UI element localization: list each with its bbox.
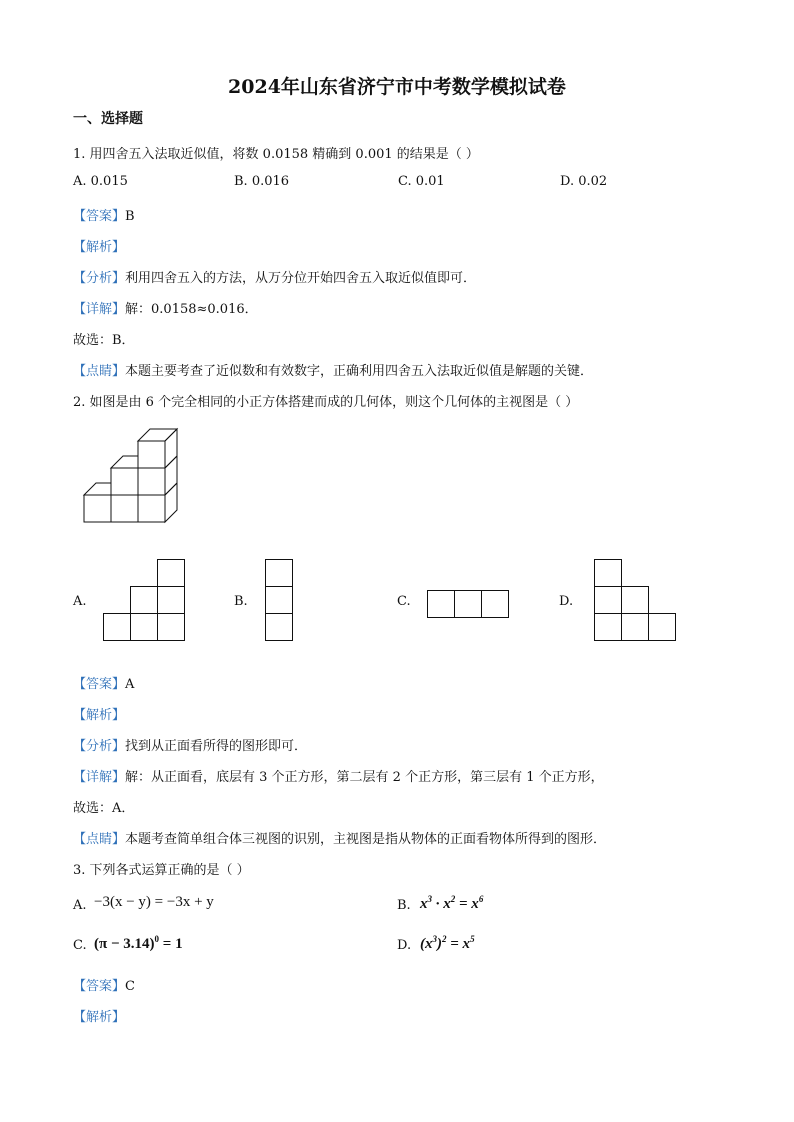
q3-answer: C	[125, 979, 135, 994]
q2-answer-line	[73, 673, 134, 692]
q3-option-c: $(\pi - 3.14)^0 = 1$	[94, 934, 183, 952]
q2-dianjing: 本题考查简单组合体三视图的识别，主视图是指从物体的正面看物体所得到的图形．	[125, 832, 607, 847]
q2-detail-line	[73, 766, 604, 785]
solid-figure	[80, 425, 185, 525]
q1-dianjing-line	[73, 360, 593, 379]
q1-choose: 故选：B．	[73, 333, 135, 348]
q1-stem: 1. 用四舍五入法取近似值，将数 0.0158 精确到 0.001 的结果是（ ）	[73, 147, 479, 162]
answer-tag: 【答案】	[73, 209, 126, 224]
q2-figure-b	[265, 559, 295, 643]
answer-tag: 【答案】	[73, 979, 126, 994]
q2-detail: 解：从正面看，底层有 3 个正方形，第二层有 2 个正方形，第三层有 1 个正方形，	[125, 770, 604, 785]
q2-answer: A	[125, 677, 135, 692]
fenxi-tag: 【分析】	[73, 739, 126, 754]
dianjing-tag: 【点睛】	[73, 364, 126, 379]
q3-option-d: $(x^3)^2 = x^5$	[420, 934, 475, 952]
q2-figure-a	[103, 559, 187, 643]
q3-option-b: $x^3 \cdot x^2 = x^6$	[420, 894, 484, 912]
detail-tag: 【详解】	[73, 302, 126, 317]
q1-answer-line	[73, 205, 135, 224]
q1-dianjing: 本题主要考查了近似数和有效数字，正确利用四舍五入法取近似值是解题的关键．	[125, 364, 594, 379]
q2-label-c: C.	[397, 594, 411, 609]
q1-fenxi: 利用四舍五入的方法，从万分位开始四舍五入取近似值即可．	[125, 271, 477, 286]
q2-stem: 2. 如图是由 6 个完全相同的小正方体搭建而成的几何体，则这个几何体的主视图是（ ）	[73, 395, 579, 410]
q2-label-b: B.	[234, 594, 248, 609]
q3-label-a: A.	[73, 898, 87, 913]
q1-fenxi-line	[73, 267, 476, 286]
q1-detail: 解：0.0158≈0.016．	[125, 302, 258, 317]
detail-tag: 【详解】	[73, 770, 126, 785]
q2-choose: 故选：A．	[73, 801, 135, 816]
q3-label-d: D.	[397, 938, 412, 953]
q1-detail-line	[73, 298, 258, 317]
fenxi-tag: 【分析】	[73, 271, 126, 286]
answer-tag: 【答案】	[73, 677, 126, 692]
dianjing-tag: 【点睛】	[73, 832, 126, 847]
q2-label-a: A.	[73, 594, 87, 609]
q2-figure-c	[427, 590, 511, 620]
page-title: 2024年山东省济宁市中考数学模拟试卷	[228, 76, 566, 98]
q2-fenxi: 找到从正面看所得的图形即可．	[125, 739, 308, 754]
q3-jiexi: 【解析】	[73, 1010, 126, 1025]
q1-option-d: D. 0.02	[560, 174, 608, 189]
q2-dianjing-line	[73, 828, 606, 847]
q2-jiexi: 【解析】	[73, 708, 126, 723]
q3-label-b: B.	[397, 898, 411, 913]
q3-label-c: C.	[73, 938, 87, 953]
q1-option-a: A. 0.015	[73, 174, 128, 189]
q2-figure-d	[594, 559, 678, 643]
q3-stem: 3. 下列各式运算正确的是（ ）	[73, 863, 250, 878]
q1-option-c: C. 0.01	[398, 174, 445, 189]
q1-option-b: B. 0.016	[234, 174, 290, 189]
section-heading: 一、选择题	[73, 111, 143, 127]
q2-label-d: D.	[559, 594, 574, 609]
q2-fenxi-line	[73, 735, 307, 754]
q3-option-a: −3(x − y) = −3x + y	[94, 894, 214, 910]
q1-answer: B	[125, 209, 135, 224]
q3-answer-line	[73, 975, 135, 994]
q1-jiexi: 【解析】	[73, 240, 126, 255]
